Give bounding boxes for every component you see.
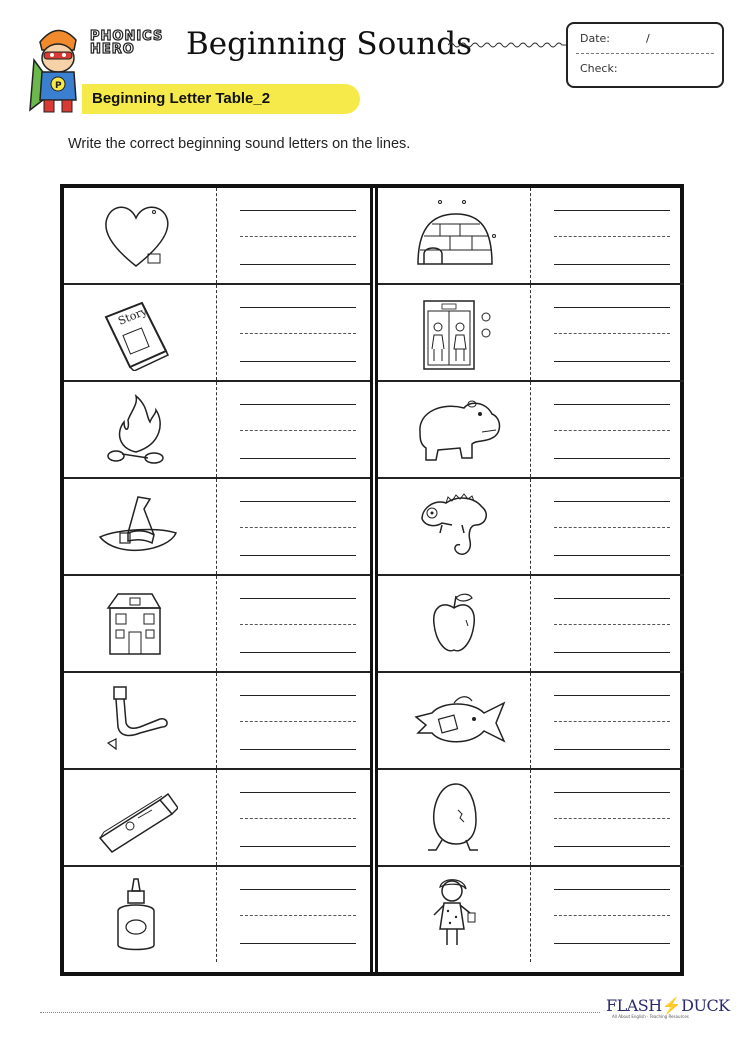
table-row bbox=[64, 770, 370, 867]
picture-cell bbox=[64, 867, 217, 962]
right-column bbox=[378, 188, 684, 972]
picture-cell bbox=[64, 285, 217, 380]
table-row bbox=[64, 673, 370, 770]
phonics-hero-mascot-icon bbox=[26, 20, 90, 116]
table-row bbox=[64, 382, 370, 479]
table-row bbox=[378, 382, 684, 479]
flashduck-logo bbox=[606, 996, 730, 1015]
svg-text:Story: Story bbox=[116, 304, 149, 328]
picture-cell bbox=[378, 479, 531, 574]
column-divider bbox=[370, 188, 378, 972]
brand-bolt: ⚡ bbox=[661, 996, 682, 1015]
table-row bbox=[378, 188, 684, 285]
instructions: Write the correct beginning sound letters on the lines. bbox=[68, 136, 411, 152]
picture-cell bbox=[64, 188, 217, 283]
gum-pack-icon bbox=[98, 780, 178, 856]
page-title: Beginning Sounds bbox=[186, 26, 472, 62]
glue-bottle-icon bbox=[98, 877, 178, 953]
girl-icon bbox=[412, 877, 496, 953]
picture-cell bbox=[64, 576, 217, 671]
left-column bbox=[64, 188, 370, 972]
brand-tagline: All About English · Teaching Resources bbox=[612, 1014, 689, 1019]
egg-icon bbox=[412, 780, 496, 856]
picture-cell bbox=[64, 673, 217, 768]
table-row bbox=[378, 867, 684, 964]
subtitle-banner bbox=[82, 84, 360, 114]
table-row bbox=[64, 867, 370, 964]
table-row bbox=[64, 285, 370, 382]
house-icon bbox=[98, 586, 178, 662]
heart-icon bbox=[98, 198, 178, 274]
picture-cell bbox=[378, 285, 531, 380]
date-separator bbox=[576, 53, 714, 54]
table-row bbox=[378, 285, 684, 382]
picture-cell bbox=[378, 770, 531, 865]
subtitle-text: Beginning Letter Table_2 bbox=[92, 90, 271, 107]
check-label: Check: bbox=[580, 62, 618, 75]
elevator-icon bbox=[412, 295, 496, 371]
arm-icon bbox=[98, 683, 178, 759]
table-row bbox=[64, 188, 370, 285]
date-check-box bbox=[566, 22, 724, 88]
logo-line-1: PHONICS bbox=[90, 29, 164, 44]
table-row bbox=[378, 770, 684, 867]
fish-icon bbox=[412, 683, 508, 759]
squiggle-decoration-icon bbox=[448, 40, 566, 50]
campfire-icon bbox=[98, 392, 178, 468]
apple-icon bbox=[412, 586, 496, 662]
storybook-icon bbox=[98, 295, 178, 371]
logo-line-2: HERO bbox=[90, 42, 135, 57]
table-row bbox=[378, 673, 684, 770]
hippo-icon bbox=[412, 392, 502, 468]
table-row bbox=[378, 576, 684, 673]
date-slash: / bbox=[646, 32, 650, 45]
chameleon-icon bbox=[412, 489, 496, 565]
brand-part-1: FLASH bbox=[606, 996, 662, 1015]
worksheet-table bbox=[60, 184, 684, 976]
picture-cell bbox=[64, 382, 217, 477]
witch-hat-icon bbox=[98, 489, 178, 565]
logo-text bbox=[90, 30, 163, 56]
picture-cell bbox=[378, 867, 531, 962]
picture-cell bbox=[378, 188, 531, 283]
svg-text:P: P bbox=[55, 81, 62, 91]
date-label: Date: bbox=[580, 32, 610, 45]
picture-cell bbox=[378, 382, 531, 477]
picture-cell bbox=[378, 576, 531, 671]
table-row bbox=[378, 479, 684, 576]
table-row bbox=[64, 576, 370, 673]
brand-part-2: DUCK bbox=[681, 996, 730, 1015]
table-row bbox=[64, 479, 370, 576]
footer-divider bbox=[40, 1012, 600, 1013]
picture-cell bbox=[64, 770, 217, 865]
picture-cell bbox=[378, 673, 531, 768]
igloo-icon bbox=[412, 198, 496, 274]
picture-cell bbox=[64, 479, 217, 574]
